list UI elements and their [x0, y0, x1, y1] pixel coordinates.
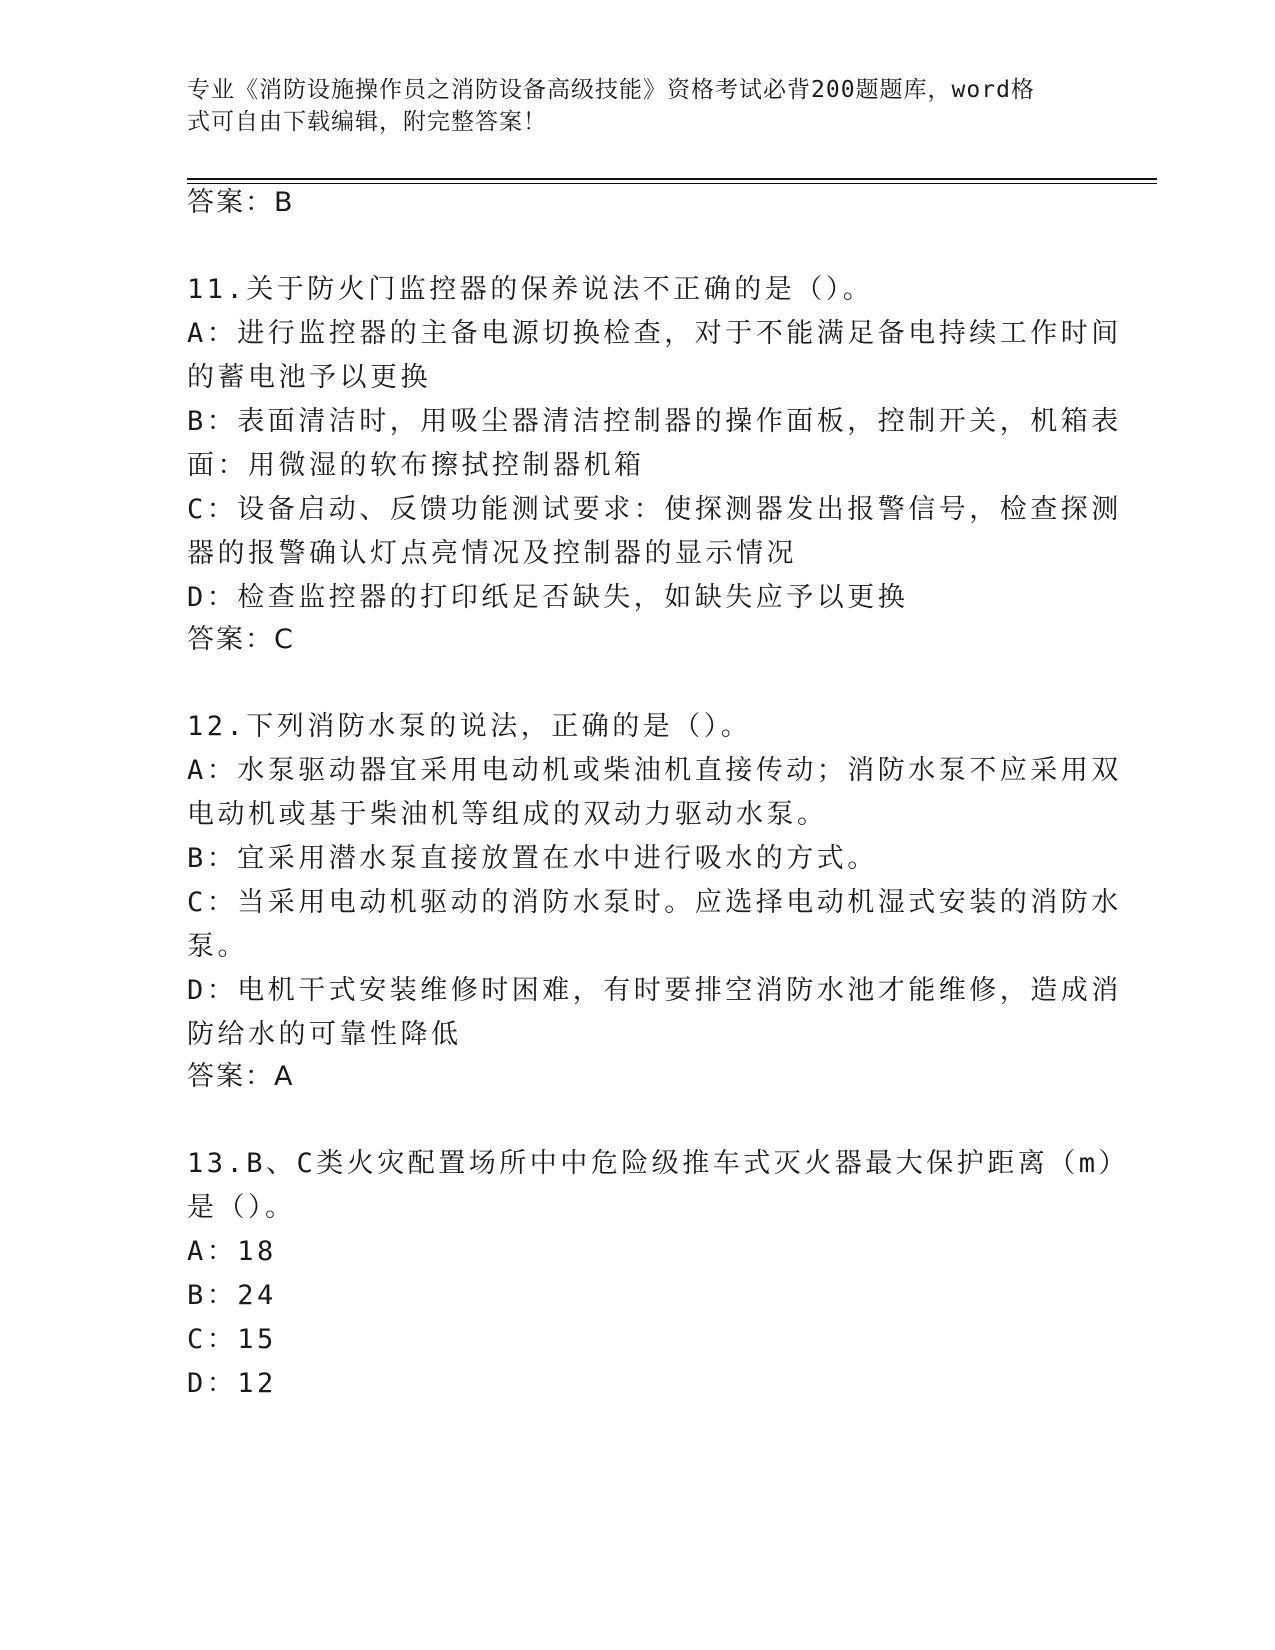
question-12-answer: 答案：A: [187, 1061, 295, 1092]
document-header: [187, 74, 1067, 138]
question-12-option-d: D：电机干式安装维修时困难，有时要排空消防水池才能维修，造成消: [187, 975, 1122, 1006]
question-12-option-c-cont: 泵。: [187, 931, 248, 962]
question-11-option-b: B：表面清洁时，用吸尘器清洁控制器的操作面板，控制开关，机箱表: [187, 406, 1122, 437]
question-12-option-c: C：当采用电动机驱动的消防水泵时。应选择电动机湿式安装的消防水: [187, 887, 1122, 918]
question-11-option-a: A：进行监控器的主备电源切换检查，对于不能满足备电持续工作时间: [187, 318, 1122, 349]
question-11-option-d: D：检查监控器的打印纸足否缺失，如缺失应予以更换: [187, 582, 909, 613]
header-line-2: 式可自由下载编辑，附完整答案！: [187, 109, 547, 135]
question-13-option-c: C：15: [187, 1324, 277, 1355]
question-11-answer: 答案：C: [187, 624, 295, 655]
header-rule-thick: [187, 178, 1157, 180]
question-13-option-b: B：24: [187, 1280, 277, 1311]
previous-answer: 答案：B: [187, 187, 295, 218]
question-12-option-b: B：宜采用潜水泵直接放置在水中进行吸水的方式。: [187, 843, 878, 874]
question-13-option-d: D：12: [187, 1368, 277, 1399]
header-rule-thin: [187, 183, 1157, 184]
question-11-option-c-cont: 器的报警确认灯点亮情况及控制器的显示情况: [187, 538, 797, 569]
question-12-stem: 12.下列消防水泵的说法，正确的是（）。: [187, 711, 752, 742]
question-12-option-d-cont: 防给水的可靠性降低: [187, 1019, 462, 1050]
question-13-stem-cont: 是（）。: [187, 1192, 296, 1223]
question-13-stem: 13.B、C类火灾配置场所中中危险级推车式灭火器最大保护距离（m）: [187, 1148, 1130, 1179]
question-12-option-a: A：水泵驱动器宜采用电动机或柴油机直接传动；消防水泵不应采用双: [187, 755, 1122, 786]
question-11-option-b-cont: 面：用微湿的软布擦拭控制器机箱: [187, 450, 645, 481]
question-11-stem: 11.关于防火门监控器的保养说法不正确的是（）。: [187, 274, 874, 305]
question-11-option-a-cont: 的蓄电池予以更换: [187, 362, 431, 393]
question-13-option-a: A：18: [187, 1236, 277, 1267]
question-11-option-c: C：设备启动、反馈功能测试要求：使探测器发出报警信号，检查探测: [187, 494, 1122, 525]
question-12-option-a-cont: 电动机或基于柴油机等组成的双动力驱动水泵。: [187, 799, 828, 830]
header-line-1: 专业《消防设施操作员之消防设备高级技能》资格考试必背200题题库，word格: [187, 77, 1035, 103]
